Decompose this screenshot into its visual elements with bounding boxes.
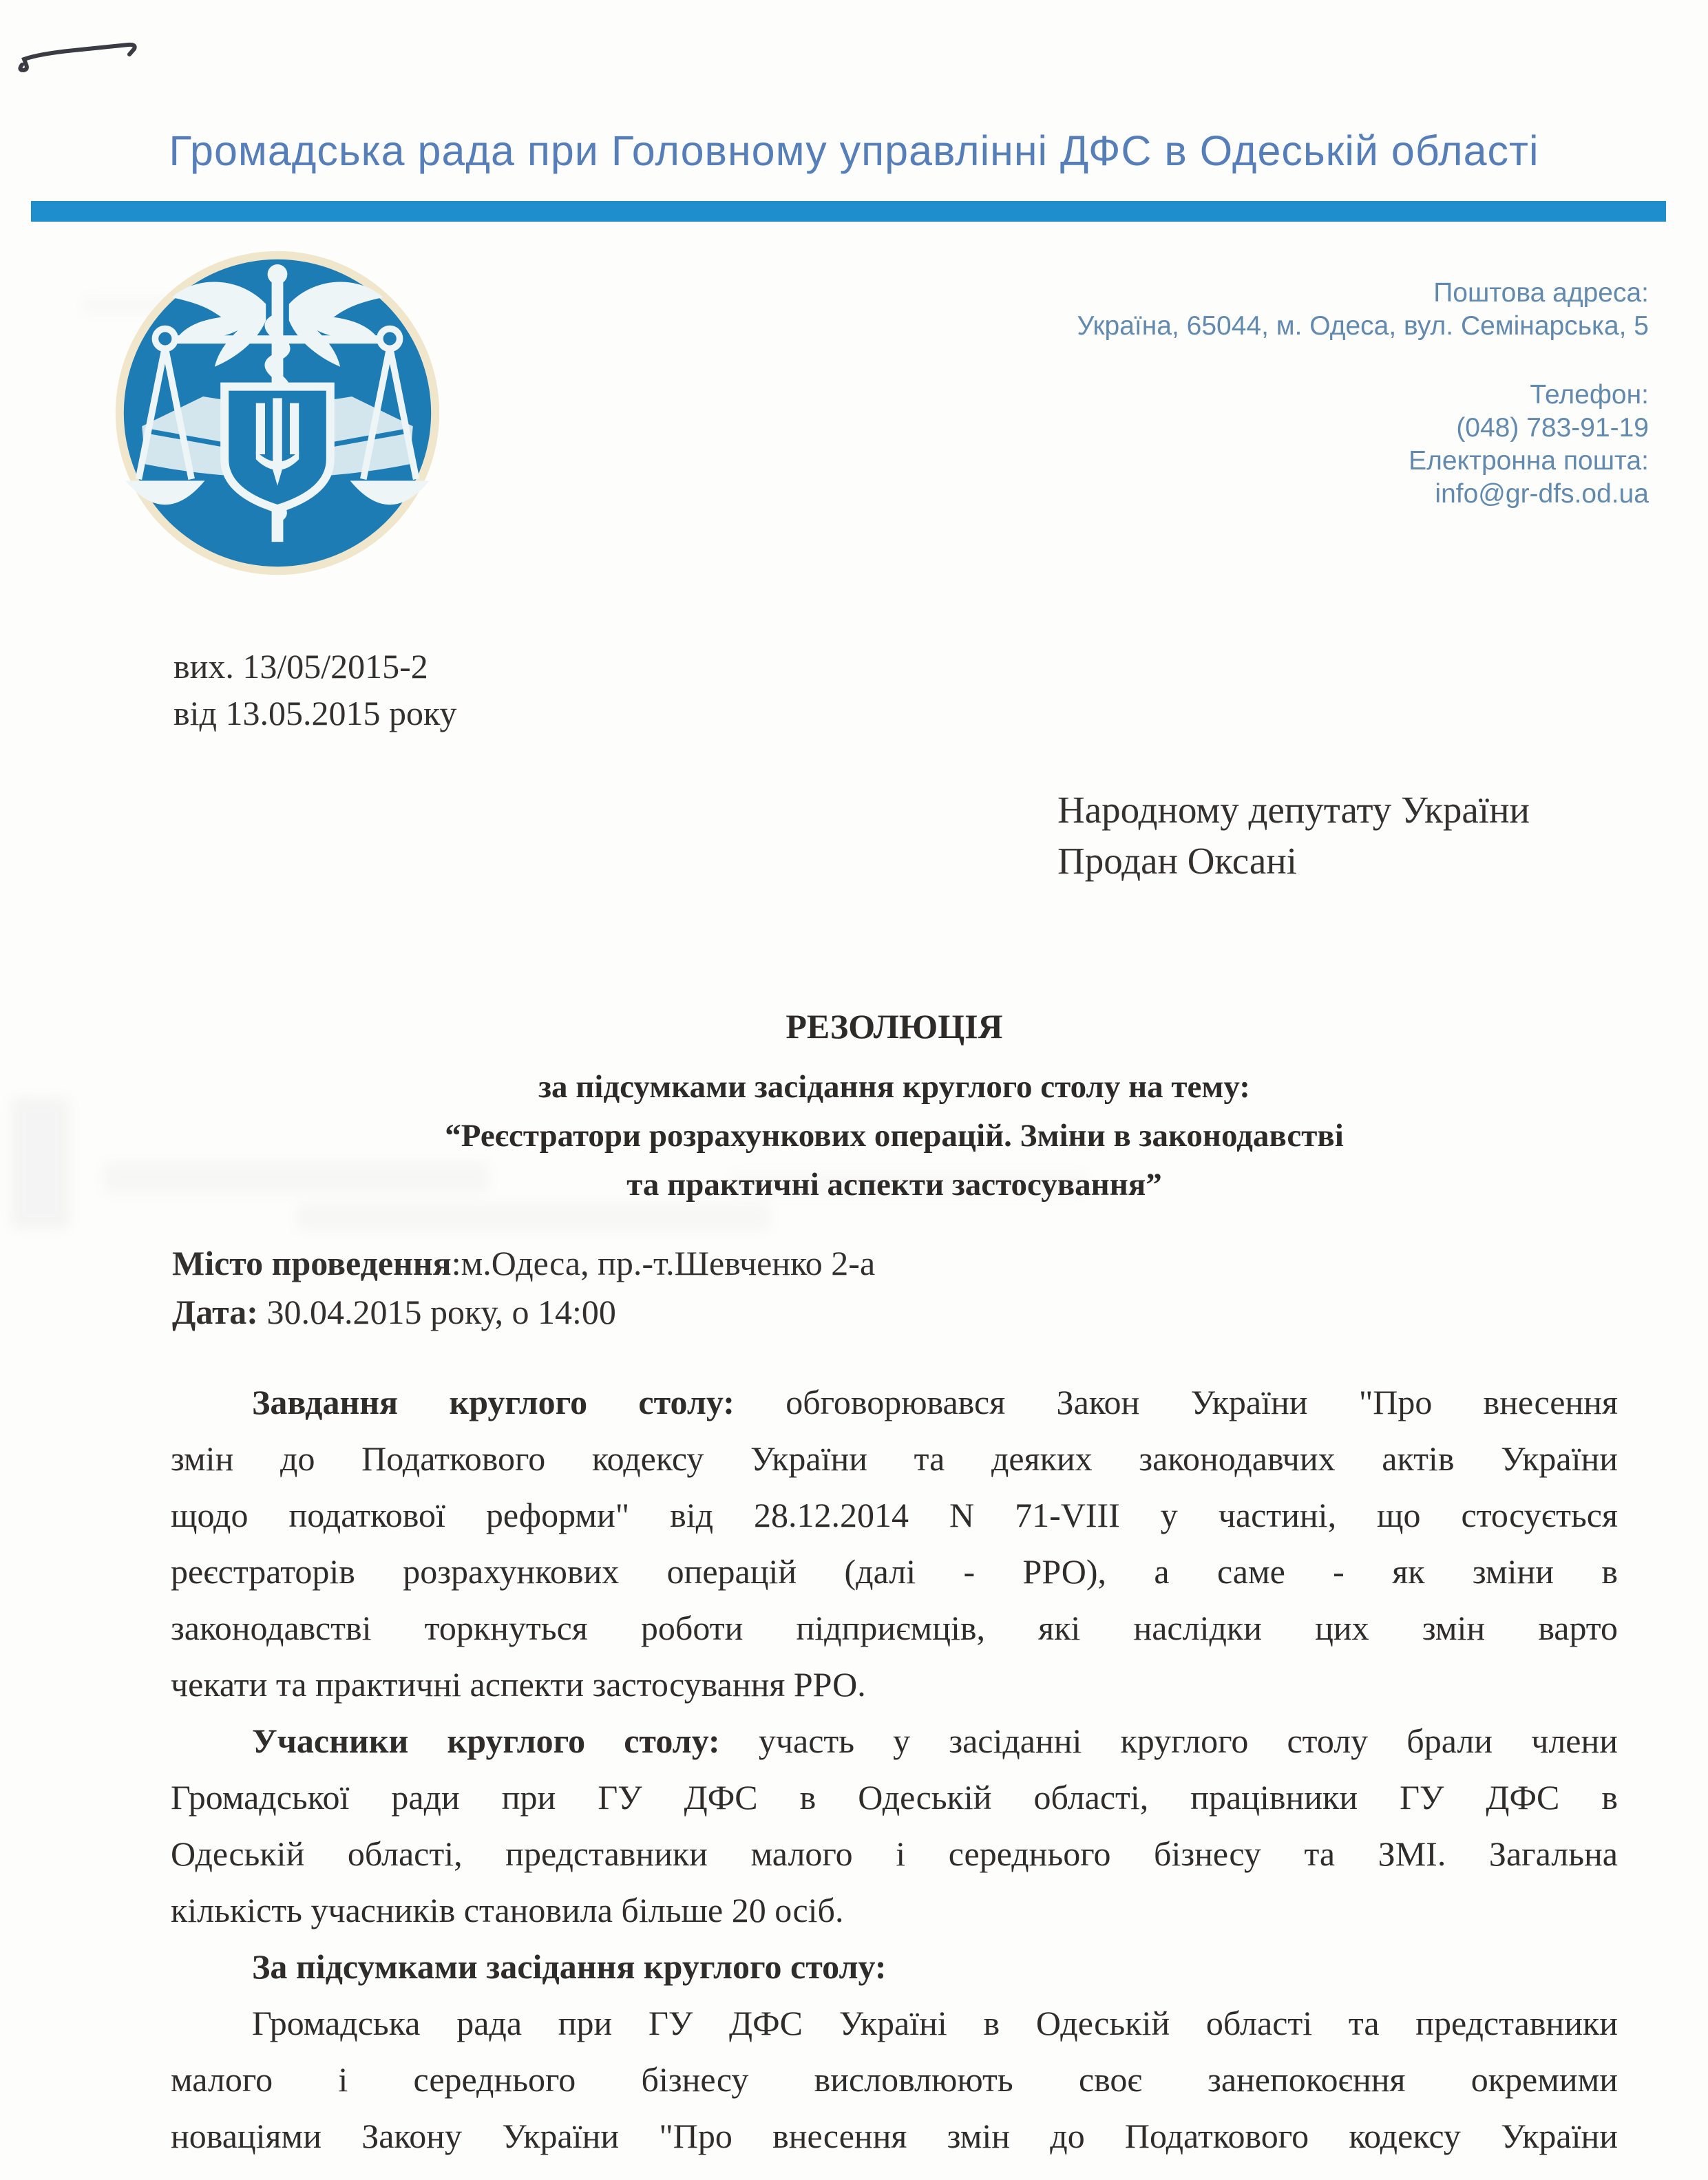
dfs-emblem-logo xyxy=(112,248,443,578)
paragraph2-line4: кількість учасників становила більше 20 осіб. xyxy=(171,1891,844,1929)
paragraph1-line4: реєстраторів розрахункових операцій (далі - РРО), а саме - як зміни в xyxy=(171,1552,1618,1591)
paragraph3-line3: новаціями Закону України "Про внесення змін до Податкового кодексу України xyxy=(171,2117,1618,2155)
header-divider-bar xyxy=(31,201,1666,222)
paragraph3-line1: Громадська рада при ГУ ДФС Україні в Одеській області та представники xyxy=(252,2004,1618,2042)
resolution-title: РЕЗОЛЮЦІЯ xyxy=(786,1007,1003,1046)
postal-address-value: Україна, 65044, м. Одеса, вул. Семінарська, 5 xyxy=(1077,311,1649,341)
outgoing-reference-block xyxy=(173,643,457,737)
paragraph1-line6: чекати та практичні аспекти застосування РРО. xyxy=(171,1665,866,1704)
addressee-block xyxy=(1057,785,1530,887)
results-heading: За підсумками засідання круглого столу: xyxy=(252,1947,887,1986)
paragraph1-line1-rest: обговорювався Закон України "Про внесення xyxy=(734,1383,1618,1421)
paragraph2-line2: Громадської ради при ГУ ДФС в Одеській області, працівники ГУ ДФС в xyxy=(171,1778,1618,1817)
contact-block xyxy=(1077,277,1649,511)
addressee-title: Народному депутату України xyxy=(1057,789,1530,831)
paragraph1-lead: Завдання круглого столу: xyxy=(252,1383,735,1421)
phone-value: (048) 783-91-19 xyxy=(1456,413,1649,443)
paragraph1-line3: щодо податкової реформи" від 28.12.2014 N 71-VIII у частині, що стосується xyxy=(171,1496,1618,1534)
letter-body xyxy=(171,1374,1618,2164)
resolution-theme-line2: та практичні аспекти застосування” xyxy=(626,1167,1162,1203)
scan-artifact-mark xyxy=(12,36,150,77)
event-city-line xyxy=(172,1239,875,1288)
reference-number: вих. 13/05/2015-2 xyxy=(173,647,428,686)
paragraph2-line1 xyxy=(171,1713,1618,1769)
paragraph1-line2: змін до Податкового кодексу України та деяких законодавчих актів України xyxy=(171,1439,1618,1478)
city-label: Місто проведення xyxy=(172,1244,452,1282)
city-value: :м.Одеса, пр.-т.Шевченко 2-а xyxy=(451,1244,876,1282)
addressee-name: Продан Оксані xyxy=(1057,840,1297,882)
organization-title: Громадська рада при Головному управлінні ДФС в Одеській області xyxy=(169,127,1539,174)
event-meta-block xyxy=(172,1239,875,1337)
scales-caduceus-icon xyxy=(112,248,443,578)
resolution-subtitle: за підсумками засідання круглого столу на тему: xyxy=(538,1069,1250,1105)
paragraph1-line1 xyxy=(171,1374,1618,1430)
postal-address-label: Поштова адреса: xyxy=(1433,278,1649,308)
resolution-theme-line1: “Реєстратори розрахункових операцій. Зміни в законодавстві xyxy=(445,1118,1344,1154)
paragraph2-line1-rest: участь у засіданні круглого столу брали члени xyxy=(719,1722,1619,1760)
email-label: Електронна пошта: xyxy=(1409,446,1649,476)
event-date-line xyxy=(172,1288,875,1337)
paragraph3-line2: малого і середнього бізнесу висловлюють своє занепокоєння окремими xyxy=(171,2060,1618,2099)
paragraph2-line3: Одеській області, представники малого і середнього бізнесу та ЗМІ. Загальна xyxy=(171,1834,1618,1873)
paragraph2-lead: Учасники круглого столу: xyxy=(252,1722,720,1760)
paragraph1-line5: законодавстві торкнуться роботи підприємців, які наслідки цих змін варто xyxy=(171,1609,1618,1647)
date-label: Дата: xyxy=(172,1293,258,1331)
reference-date: від 13.05.2015 року xyxy=(173,694,457,732)
phone-label: Телефон: xyxy=(1530,380,1649,410)
scan-smudge xyxy=(11,1098,70,1229)
resolution-title-block xyxy=(171,1006,1618,1209)
email-value: info@gr-dfs.od.ua xyxy=(1435,479,1649,509)
date-value: 30.04.2015 року, о 14:00 xyxy=(257,1293,616,1331)
